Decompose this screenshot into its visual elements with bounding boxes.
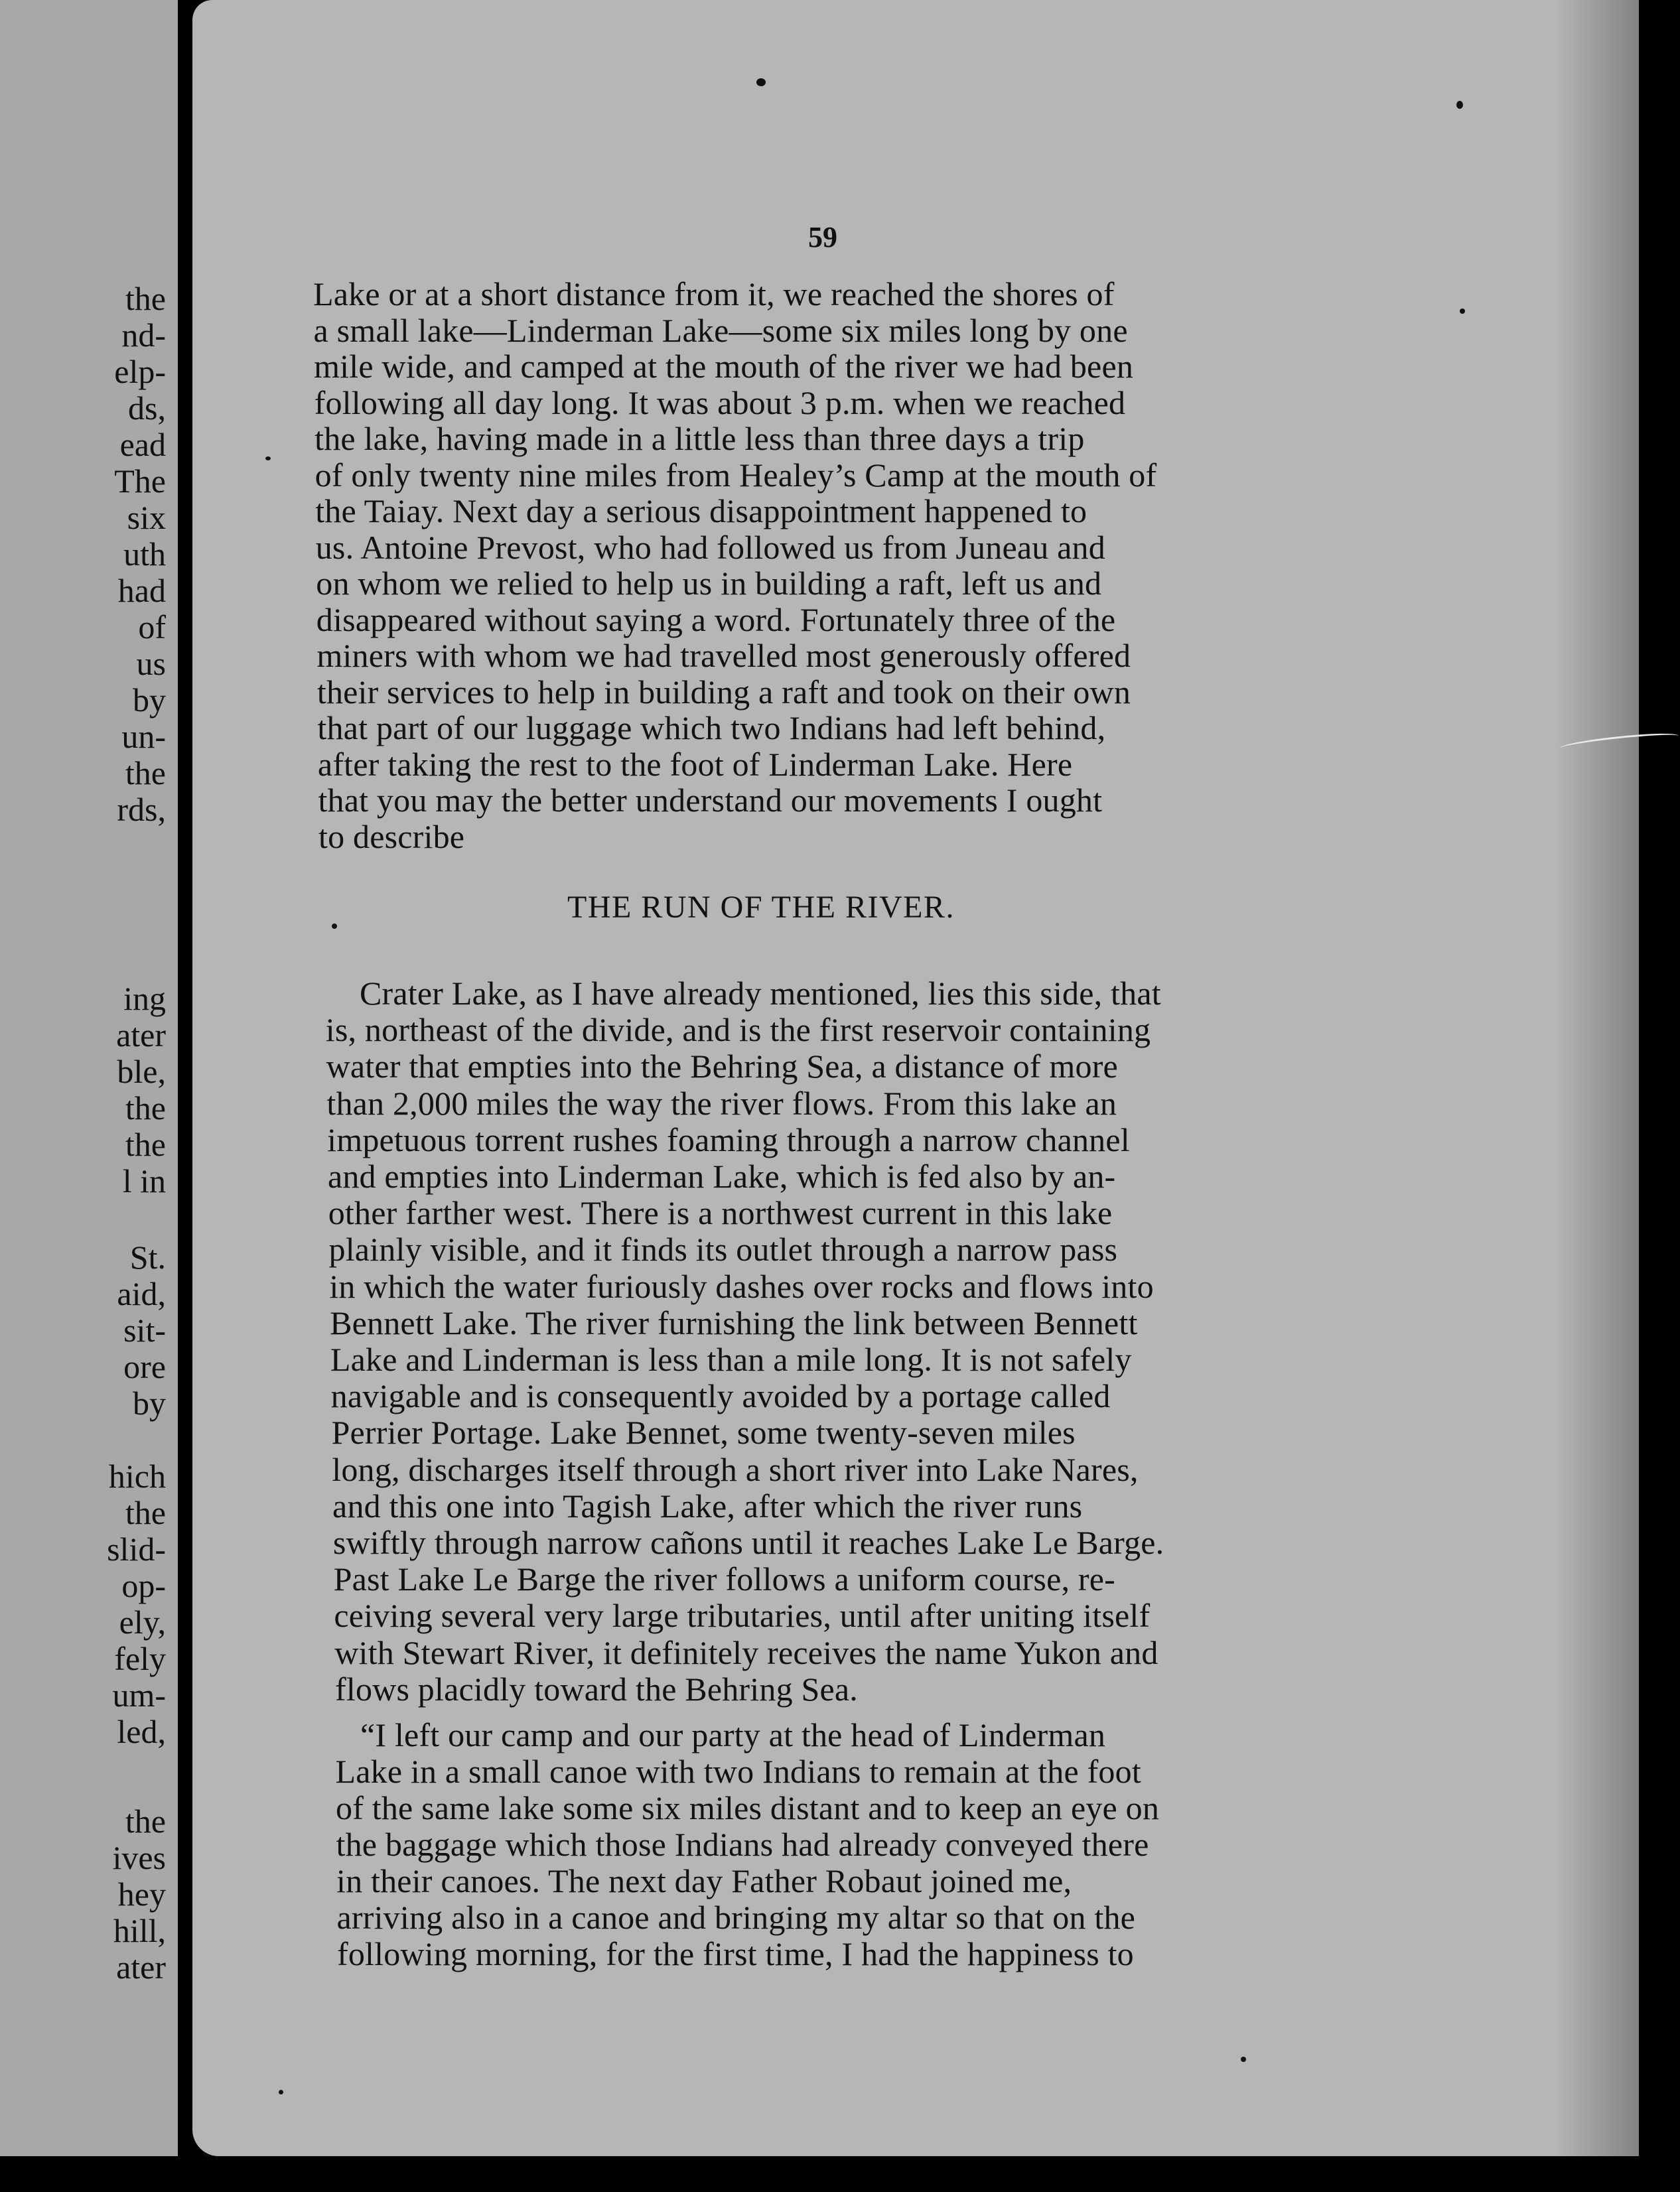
left-page-text-fragment: ater [116, 1016, 166, 1054]
text-line: and empties into Linderman Lake, which is fed also by an- [327, 1158, 1116, 1195]
text-line: a small lake—Linderman Lake—some six miles long by one [313, 311, 1128, 349]
text-line: following all day long. It was about 3 p.m. when we reached [314, 383, 1126, 421]
text-line: Crater Lake, as I have already mentioned, lies this side, that [360, 975, 1161, 1012]
ink-speck [265, 456, 271, 460]
text-line: on whom we relied to help us in building a raft, left us and [316, 565, 1102, 602]
left-page-text-fragment: St. [129, 1239, 166, 1276]
ink-speck [1241, 2057, 1246, 2062]
text-line: plainly visible, and it finds its outlet through a narrow pass [328, 1231, 1118, 1268]
text-line: to describe [318, 817, 465, 855]
left-page-text-fragment: ely, [119, 1604, 166, 1641]
left-page-text-fragment: un- [121, 718, 166, 755]
text-line: arriving also in a canoe and bringing my altar so that on the [336, 1899, 1136, 1936]
bottom-page-edge [0, 2156, 1680, 2192]
text-line: Bennett Lake. The river furnishing the link between Bennett [330, 1304, 1138, 1341]
text-line: Past Lake Le Barge the river follows a uniform course, re- [333, 1560, 1115, 1598]
left-page-text-fragment: sit- [123, 1312, 166, 1349]
text-line: and this one into Tagish Lake, after which the river runs [332, 1487, 1083, 1525]
left-page-text-fragment: us [136, 645, 166, 682]
left-page-text-fragment: the [125, 754, 166, 791]
left-page-text-fragment: by [133, 1385, 166, 1422]
left-page-text-fragment: the [125, 1126, 166, 1163]
ink-speck [756, 78, 766, 86]
text-line: other farther west. There is a northwest current in this lake [328, 1194, 1113, 1232]
left-page-text-fragment: by [133, 681, 166, 719]
text-line: water that empties into the Behring Sea, a distance of more [326, 1048, 1118, 1085]
left-facing-page [0, 0, 178, 2192]
left-page-text-fragment: fely [114, 1640, 166, 1677]
text-line: miners with whom we had travelled most generously offered [316, 637, 1131, 674]
left-page-text-fragment: ead [119, 426, 166, 463]
left-page-text-fragment: nd- [121, 316, 166, 354]
text-line: mile wide, and camped at the mouth of the river we had been [314, 348, 1134, 385]
text-line: Lake and Linderman is less than a mile long. It is not safely [330, 1341, 1132, 1378]
left-page-text-fragment: The [114, 462, 166, 500]
text-line: is, northeast of the divide, and is the first reservoir containing [325, 1011, 1151, 1049]
text-line: following morning, for the first time, I had the happiness to [337, 1935, 1134, 1972]
left-page-text-fragment: uth [123, 535, 166, 573]
right-page-edge [1639, 0, 1680, 2192]
text-line: disappeared without saying a word. Fortunately three of the [316, 600, 1116, 638]
ink-speck [1456, 101, 1463, 109]
text-line: navigable and is consequently avoided by a portage called [330, 1377, 1111, 1415]
text-line: after taking the rest to the foot of Linderman Lake. Here [317, 745, 1073, 783]
text-line: than 2,000 miles the way the river flows. From this lake an [326, 1084, 1117, 1122]
page-number: 59 [808, 221, 837, 253]
text-line: that part of our luggage which two Indians had left behind, [317, 709, 1106, 746]
left-page-text-fragment: ater [116, 1949, 166, 1986]
text-line: Lake in a small canoe with two Indians to remain at the foot [335, 1753, 1141, 1790]
left-page-text-fragment: ble, [117, 1053, 166, 1090]
left-page-text-fragment: six [127, 499, 166, 536]
text-line: swiftly through narrow cañons until it reaches Lake Le Barge. [332, 1524, 1164, 1561]
text-line: of only twenty nine miles from Healey’s Camp at the mouth of [315, 456, 1157, 494]
left-page-text-fragment: slid- [107, 1531, 166, 1568]
section-heading: THE RUN OF THE RIVER. [567, 890, 955, 925]
text-line: their services to help in building a raft and took on their own [316, 673, 1131, 711]
text-line: “I left our camp and our party at the head of Linderman [360, 1716, 1106, 1753]
ink-speck [279, 2090, 283, 2094]
text-line: of the same lake some six miles distant and to keep an eye on [336, 1789, 1160, 1826]
left-page-text-fragment: ing [123, 980, 166, 1017]
left-page-text-fragment: led, [117, 1713, 166, 1750]
left-page-text-fragment: hich [108, 1458, 166, 1495]
text-line: the lake, having made in a little less than three days a trip [315, 420, 1085, 457]
left-page-text-fragment: the [125, 1494, 166, 1531]
left-page-text-fragment: um- [112, 1677, 166, 1714]
left-page-text-fragment: of [138, 608, 166, 646]
left-page-text-fragment: l in [122, 1162, 166, 1199]
text-line: long, discharges itself through a short river into Lake Nares, [332, 1450, 1139, 1488]
left-page-text-fragment: the [125, 1803, 166, 1840]
text-line: in their canoes. The next day Father Robaut joined me, [336, 1862, 1072, 1899]
text-line: with Stewart River, it definitely receives the name Yukon and [334, 1633, 1158, 1671]
left-page-text-fragment: ives [112, 1839, 166, 1876]
text-line: that you may the better understand our movements I ought [318, 782, 1103, 819]
left-page-text-fragment: hey [117, 1876, 166, 1913]
left-page-text-fragment: the [125, 1089, 166, 1127]
text-line: ceiving several very large tributaries, until after uniting itself [334, 1597, 1151, 1635]
left-page-text-fragment: the [125, 280, 166, 317]
text-line: us. Antoine Prevost, who had followed us from Juneau and [315, 528, 1105, 566]
text-line: the baggage which those Indians had already conveyed there [336, 1826, 1149, 1863]
left-page-text-fragment: op- [121, 1567, 166, 1604]
left-page-text-fragment: aid, [117, 1275, 166, 1312]
text-line: impetuous torrent rushes foaming through a narrow channel [327, 1121, 1130, 1158]
left-page-text-fragment: ds, [128, 389, 166, 427]
left-page-text-fragment: had [117, 572, 166, 609]
page-curl-shadow [1553, 0, 1639, 2156]
text-line: Lake or at a short distance from it, we reached the shores of [313, 275, 1115, 312]
text-line: the Taiay. Next day a serious disappointment happened to [315, 492, 1087, 529]
left-page-text-fragment: rds, [117, 791, 166, 828]
text-line: in which the water furiously dashes over rocks and flows into [329, 1267, 1154, 1305]
ink-speck [1460, 308, 1465, 314]
text-line: flows placidly toward the Behring Sea. [335, 1670, 858, 1708]
left-page-text-fragment: elp- [114, 353, 166, 390]
left-page-text-fragment: hill, [113, 1912, 166, 1949]
ink-speck [332, 924, 337, 929]
text-line: Perrier Portage. Lake Bennet, some twenty-seven miles [331, 1414, 1076, 1452]
left-page-text-fragment: ore [123, 1348, 166, 1385]
